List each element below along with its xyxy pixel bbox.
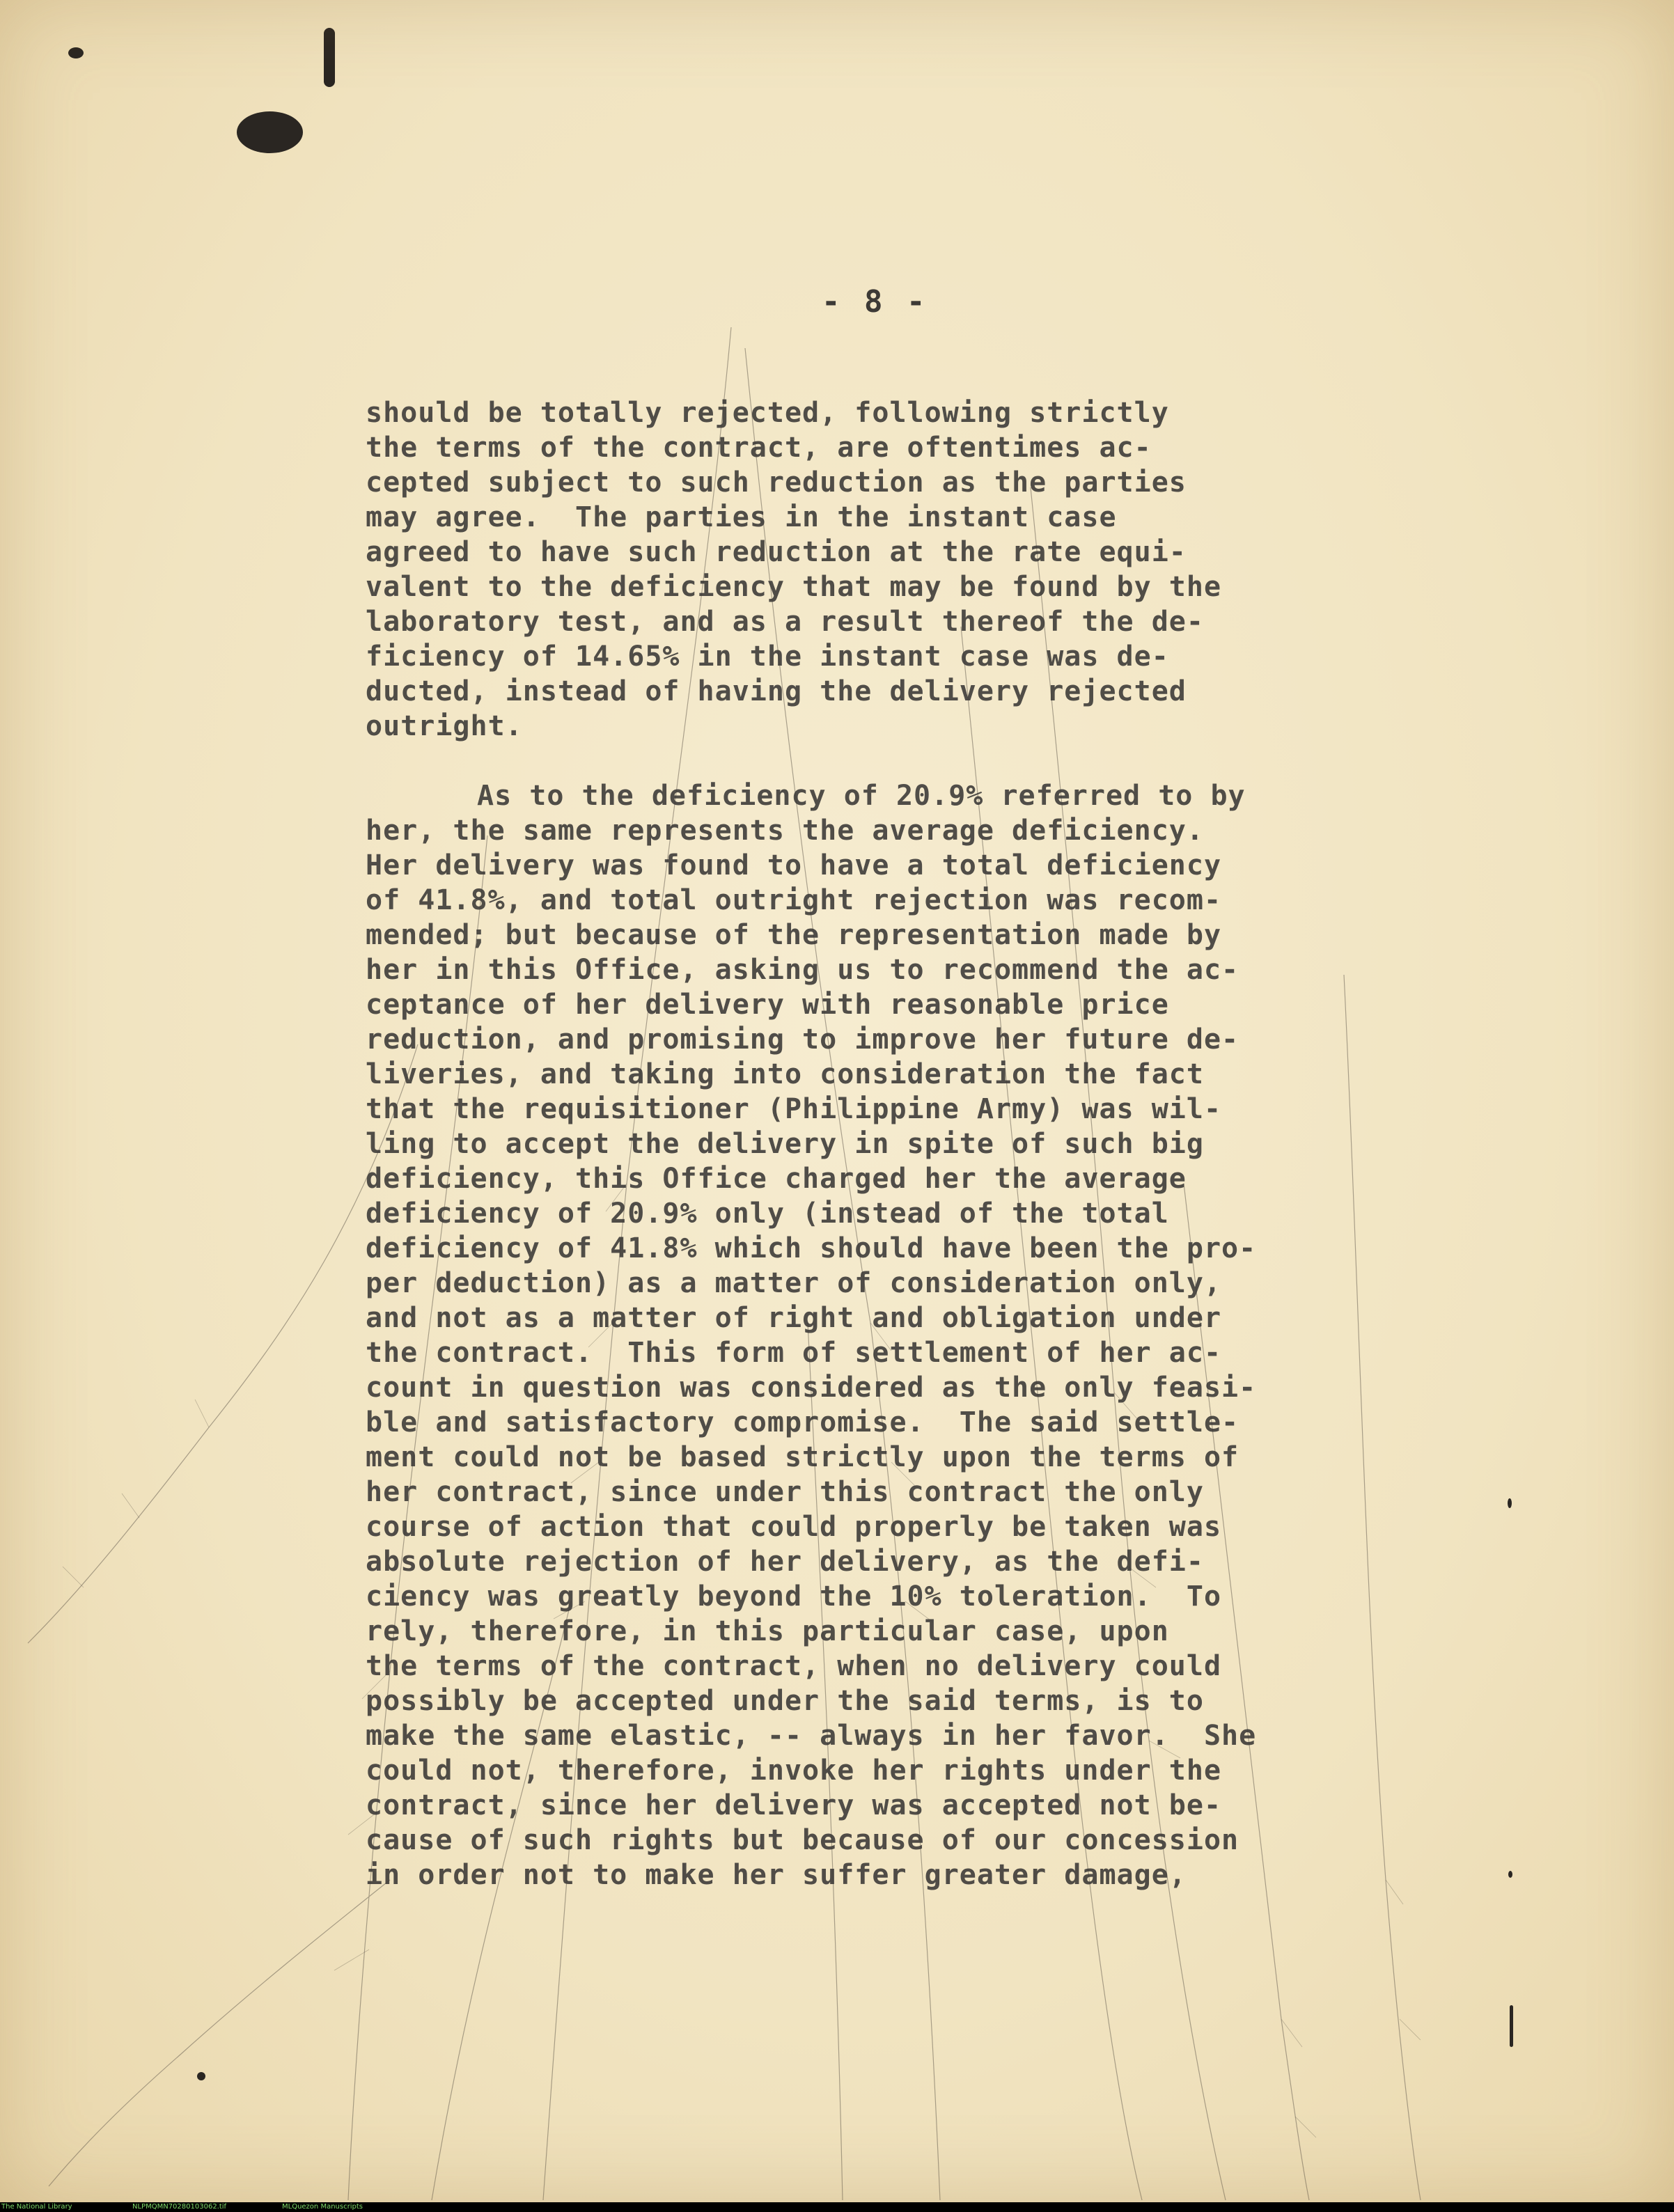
text-line: cepted subject to such reduction as the parties (366, 466, 1187, 499)
text-line: deficiency, this Office charged her the average (366, 1163, 1187, 1195)
text-line: the terms of the contract, when no delivery could (366, 1650, 1222, 1682)
paragraph-gap (366, 744, 1452, 778)
text-line: agreed to have such reduction at the rate equi- (366, 536, 1187, 568)
text-line: absolute rejection of her delivery, as the defi- (366, 1546, 1204, 1578)
text-line: outright. (366, 710, 523, 742)
text-line: that the requisitioner (Philippine Army) was wil- (366, 1093, 1222, 1125)
ink-blot (324, 28, 335, 87)
text-line: ciency was greatly beyond the 10% toleration. To (366, 1580, 1222, 1613)
text-line: As to the deficiency of 20.9% referred to by (477, 780, 1246, 812)
text-line: ling to accept the delivery in spite of such big (366, 1128, 1204, 1160)
text-line: could not, therefore, invoke her rights under the (366, 1755, 1222, 1787)
text-line: liveries, and taking into consideration the fact (366, 1058, 1204, 1090)
ink-blot (1508, 1871, 1512, 1878)
text-line: her in this Office, asking us to recommend the ac- (366, 954, 1239, 986)
text-line: laboratory test, and as a result thereof the de- (366, 606, 1204, 638)
page-number: - 8 - (822, 284, 928, 320)
text-line: valent to the deficiency that may be found by the (366, 571, 1222, 603)
text-line: should be totally rejected, following strictly (366, 397, 1169, 429)
text-line: Her delivery was found to have a total deficiency (366, 849, 1222, 881)
text-line: in order not to make her suffer greater damage, (366, 1859, 1187, 1891)
footer-filename: NLPMQMN70280103062.tif (132, 2203, 227, 2211)
text-line: the terms of the contract, are oftentimes ac- (366, 432, 1152, 464)
archive-footer-bar (0, 2202, 1674, 2212)
text-line: and not as a matter of right and obligation under (366, 1302, 1222, 1334)
text-line: reduction, and promising to improve her future de- (366, 1023, 1239, 1056)
text-line: ceptance of her delivery with reasonable price (366, 989, 1169, 1021)
text-line: contract, since her delivery was accepted not be- (366, 1789, 1222, 1821)
text-line: deficiency of 20.9% only (instead of the total (366, 1198, 1169, 1230)
text-line: deficiency of 41.8% which should have been the pro- (366, 1232, 1257, 1264)
text-line: per deduction) as a matter of consideration only, (366, 1267, 1222, 1299)
text-line: ble and satisfactory compromise. The said settle- (366, 1406, 1239, 1438)
ink-blot (68, 47, 84, 58)
text-line: her, the same represents the average deficiency. (366, 815, 1204, 847)
ink-blot (1508, 1498, 1512, 1508)
footer-library: The National Library (1, 2203, 72, 2211)
text-line: course of action that could properly be taken was (366, 1511, 1222, 1543)
text-line: make the same elastic, -- always in her favor. She (366, 1720, 1257, 1752)
ink-blot (1510, 2005, 1513, 2047)
body-text (366, 395, 1452, 1892)
text-line: possibly be accepted under the said terms, is to (366, 1685, 1204, 1717)
ink-blot (237, 111, 303, 153)
footer-collection: MLQuezon Manuscripts (282, 2203, 363, 2211)
text-line: count in question was considered as the only feasi- (366, 1372, 1257, 1404)
ink-blot (197, 2072, 205, 2080)
text-line: ficiency of 14.65% in the instant case was de- (366, 641, 1169, 673)
text-line: of 41.8%, and total outright rejection was recom- (366, 884, 1222, 916)
text-line: cause of such rights but because of our concession (366, 1824, 1239, 1856)
text-line: the contract. This form of settlement of her ac- (366, 1337, 1222, 1369)
text-line: mended; but because of the representation made by (366, 919, 1222, 951)
text-line: may agree. The parties in the instant case (366, 501, 1117, 533)
text-line: ment could not be based strictly upon the terms of (366, 1441, 1239, 1473)
text-line: her contract, since under this contract the only (366, 1476, 1204, 1508)
text-line: rely, therefore, in this particular case, upon (366, 1615, 1169, 1647)
text-line: ducted, instead of having the delivery rejected (366, 675, 1187, 707)
